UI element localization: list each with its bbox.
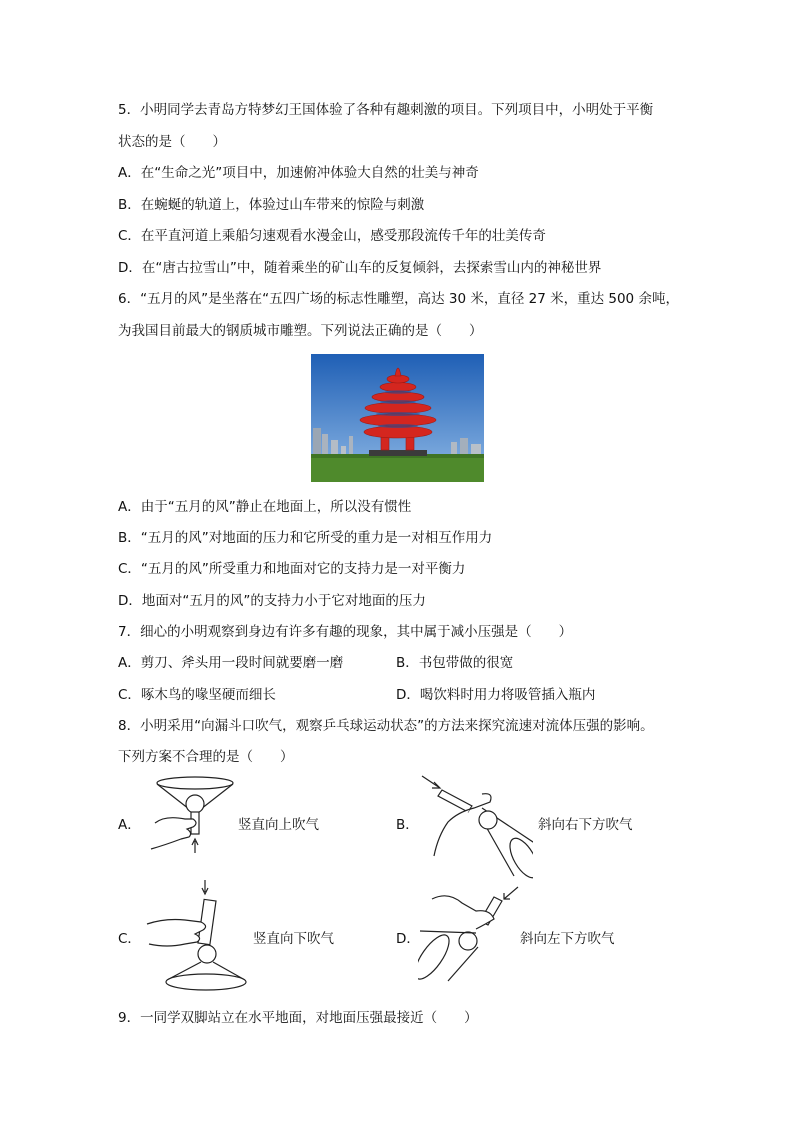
may-wind-sculpture-photo [311, 354, 484, 482]
q6-option-a: A．由于“五月的风”静止在地面上，所以没有惯性 [118, 499, 412, 515]
q8-figure-a-letter: A． [118, 817, 141, 833]
q7-option-d: D．喝饮料时用力将吸管插入瓶内 [396, 687, 596, 703]
q5-stem-line1: 5．小明同学去青岛方特梦幻王国体验了各种有趣刺激的项目。下列项目中，小明处于平衡 [118, 102, 654, 118]
q8-figure-d-letter: D． [396, 931, 420, 947]
q8-figure-a-caption: 竖直向上吹气 [238, 817, 319, 833]
funnel-figure-c [145, 878, 255, 1002]
q5-option-a: A．在“生命之光”项目中，加速俯冲体验大自然的壮美与神奇 [118, 165, 479, 181]
q5-stem-line2: 状态的是（ ） [118, 134, 226, 150]
q6-option-c: C．“五月的风”所受重力和地面对它的支持力是一对平衡力 [118, 561, 466, 577]
q8-figure-d-caption: 斜向左下方吹气 [520, 931, 615, 947]
q8-figure-c-caption: 竖直向下吹气 [253, 931, 334, 947]
q7-option-a: A．剪刀、斧头用一段时间就要磨一磨 [118, 655, 344, 671]
q6-stem-line2: 为我国目前最大的钢质城市雕塑。下列说法正确的是（ ） [118, 323, 483, 339]
q5-option-c: C．在平直河道上乘船匀速观看水漫金山，感受那段流传千年的壮美传奇 [118, 228, 546, 244]
q7-option-c: C．啄木鸟的喙坚硬而细长 [118, 687, 276, 703]
q5-option-d: D．在“唐古拉雪山”中，随着乘坐的矿山车的反复倾斜，去探索雪山内的神秘世界 [118, 260, 602, 276]
funnel-figure-d [418, 885, 523, 994]
q6-stem-line1: 6．“五月的风”是坐落在“五四广场的标志性雕塑，高达 30 米，直径 27 米，重达 500 余吨， [118, 291, 679, 307]
q6-option-b: B．“五月的风”对地面的压力和它所受的重力是一对相互作用力 [118, 530, 493, 546]
q8-figure-c-letter: C． [118, 931, 141, 947]
funnel-figure-a [145, 775, 240, 869]
funnel-figure-b [418, 772, 533, 886]
q8-figure-b-caption: 斜向右下方吹气 [538, 817, 633, 833]
q7-option-b: B．书包带做的很宽 [396, 655, 514, 671]
q8-stem-line2: 下列方案不合理的是（ ） [118, 749, 294, 765]
q7-stem: 7．细心的小明观察到身边有许多有趣的现象，其中属于减小压强是（ ） [118, 624, 573, 640]
q9-stem: 9．一同学双脚站立在水平地面，对地面压强最接近（ ） [118, 1010, 478, 1026]
q8-stem-line1: 8．小明采用“向漏斗口吹气，观察乒乓球运动状态”的方法来探究流速对流体压强的影响。 [118, 718, 654, 734]
q6-option-d: D．地面对“五月的风”的支持力小于它对地面的压力 [118, 593, 426, 609]
q5-option-b: B．在蜿蜒的轨道上，体验过山车带来的惊险与刺激 [118, 197, 425, 213]
q8-figure-b-letter: B． [396, 817, 419, 833]
